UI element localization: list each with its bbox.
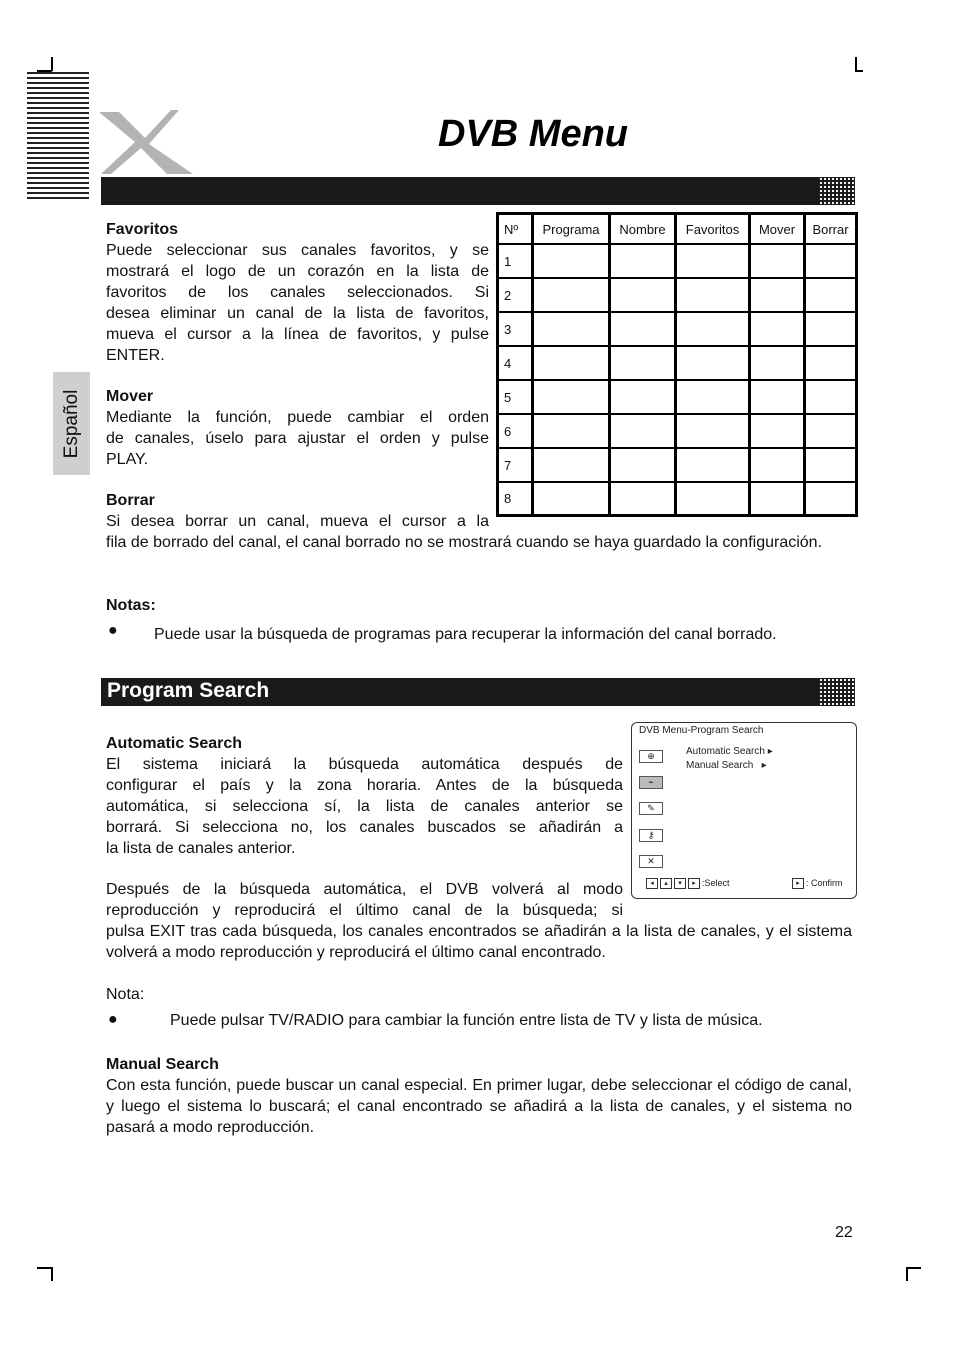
text-line: la lista de canales anterior. — [106, 840, 296, 857]
mover-section — [106, 386, 489, 470]
column-header: Borrar — [804, 214, 856, 244]
page-number: 22 — [835, 1224, 853, 1241]
crop-mark-tr — [855, 57, 857, 71]
language-tab-label: Español — [60, 389, 82, 458]
text-line: favoritos de los canales seleccionados. Si — [106, 284, 489, 301]
bullet-icon: ● — [108, 1011, 118, 1028]
text-line: reproducción y reproducirá el último canal de la búsqueda; si — [106, 902, 623, 919]
borrar-rest: fila de borrado del canal, el canal borrado no se mostrará cuando se haya guardado la configuración. — [106, 534, 823, 551]
bar-dots — [819, 177, 855, 205]
automatic-search-section — [106, 733, 623, 859]
crop-mark-tr-h — [855, 70, 863, 72]
favoritos-heading: Favoritos — [106, 221, 179, 238]
nota-bullet-text: Puede pulsar TV/RADIO para cambiar la función entre lista de TV y lista de música. — [170, 1012, 763, 1029]
bar-dots — [819, 678, 855, 706]
osd-item-label: Manual Search — [686, 760, 754, 771]
text-line: de canales, úselo para ajustar el orden y pulse — [106, 430, 489, 447]
text-line: El sistema iniciará la búsqueda automática después de — [106, 756, 623, 773]
crop-mark-bl-v — [51, 1267, 53, 1281]
nota-label: Nota: — [106, 986, 145, 1003]
text-line: Después de la búsqueda automática, el DVB volverá al modo — [106, 881, 623, 898]
row-number: 4 — [498, 346, 532, 380]
text-line: borrará. Si selecciona no, los canales buscados se añadirán a — [106, 819, 623, 836]
bullet-icon: ● — [108, 622, 118, 639]
osd-confirm-hint — [792, 878, 843, 889]
row-number: 2 — [498, 278, 532, 312]
header-stripes — [27, 72, 89, 200]
crop-mark-br-v — [906, 1267, 908, 1281]
favoritos-text — [106, 240, 489, 366]
column-header: Programa — [532, 214, 609, 244]
play-key-icon: ▸ — [792, 878, 804, 889]
after-search-text — [106, 879, 623, 921]
text-line: configurar el país y la zona horaria. Antes de la búsqueda — [106, 777, 623, 794]
language-tab — [53, 372, 90, 475]
down-key-icon: ▾ — [674, 878, 686, 889]
automatic-search-text — [106, 754, 623, 859]
left-key-icon: ◂ — [646, 878, 658, 889]
row-number: 6 — [498, 414, 532, 448]
table-row — [498, 346, 856, 380]
text-line: Mediante la función, puede cambiar el orden — [106, 409, 489, 426]
row-number: 5 — [498, 380, 532, 414]
close-icon: ✕ — [639, 855, 663, 868]
notas-heading: Notas: — [106, 597, 156, 614]
confirm-label: : Confirm — [806, 878, 843, 888]
manual-search-section — [106, 1054, 852, 1138]
osd-item-automatic[interactable]: Automatic Search ▸ — [686, 746, 773, 757]
crop-mark-bl — [37, 1267, 52, 1269]
mover-heading: Mover — [106, 388, 154, 405]
favoritos-section — [106, 219, 489, 366]
borrar-line1: Si desea borrar un canal, mueva el cursor a la — [106, 513, 489, 530]
table-row — [498, 448, 856, 482]
column-header: Nº — [498, 214, 532, 244]
table-row — [498, 278, 856, 312]
text-line: mostrará el logo de un corazón en la lista de — [106, 263, 489, 280]
key-icon: ⚷ — [639, 829, 663, 842]
text-line: ENTER. — [106, 347, 165, 364]
globe-icon: ⊕ — [639, 750, 663, 763]
automatic-search-heading: Automatic Search — [106, 735, 243, 752]
up-key-icon: ▴ — [660, 878, 672, 889]
column-header: Nombre — [609, 214, 675, 244]
text-line: mueva el cursor a la línea de favoritos, y pulse — [106, 326, 489, 343]
table-row — [498, 380, 856, 414]
manual-search-text: Con esta función, puede buscar un canal especial. En primer lugar, debe seleccionar el código de canal, y luego el sistema lo buscará; el canal encontrado se añadirá a la lista de canales, y el sistema no pasará a modo reproducción. — [106, 1077, 852, 1136]
row-number: 7 — [498, 448, 532, 482]
x-logo-icon — [97, 108, 197, 176]
edit-icon: ✎ — [639, 802, 663, 815]
manual-search-heading: Manual Search — [106, 1056, 219, 1073]
osd-item-manual[interactable]: Manual Search ▸ — [686, 760, 767, 771]
table-row — [498, 414, 856, 448]
section-bar-top — [101, 177, 855, 205]
column-header: Mover — [749, 214, 804, 244]
osd-select-hint — [646, 878, 730, 889]
row-number: 3 — [498, 312, 532, 346]
select-label: :Select — [702, 878, 730, 888]
program-search-title: Program Search — [107, 679, 270, 702]
table-header-row — [498, 214, 856, 244]
table-row — [498, 244, 856, 278]
after-search-rest: pulsa EXIT tras cada búsqueda, los canales encontrados se añadirán a la lista de canales, y el sistema volverá a modo reproducción y reproducirá el último canal encontrado. — [106, 923, 852, 961]
channel-table — [496, 212, 858, 517]
row-number: 1 — [498, 244, 532, 278]
text-line: automática, si selecciona sí, la lista de canales anterior se — [106, 798, 623, 815]
column-header: Favoritos — [675, 214, 749, 244]
table-row — [498, 312, 856, 346]
mover-text — [106, 407, 489, 470]
right-key-icon: ▸ — [688, 878, 700, 889]
row-number: 8 — [498, 482, 532, 515]
borrar-heading: Borrar — [106, 492, 155, 509]
borrar-section — [106, 490, 489, 532]
text-line: Puede seleccionar sus canales favoritos, y se — [106, 242, 489, 259]
osd-item-label: Automatic Search — [686, 746, 765, 757]
osd-title: DVB Menu-Program Search — [639, 725, 764, 736]
program-search-bar — [101, 678, 855, 706]
text-line: PLAY. — [106, 451, 149, 468]
antenna-icon: ⌁ — [639, 776, 663, 789]
crop-mark-br — [906, 1267, 921, 1269]
crop-mark-tl-v — [51, 57, 53, 71]
text-line: desea eliminar un canal de la lista de favoritos, — [106, 305, 489, 322]
notas-bullet-text: Puede usar la búsqueda de programas para recuperar la información del canal borrado. — [154, 626, 777, 643]
table-row — [498, 482, 856, 515]
osd-screenshot — [631, 722, 857, 899]
page-title: DVB Menu — [438, 113, 628, 155]
